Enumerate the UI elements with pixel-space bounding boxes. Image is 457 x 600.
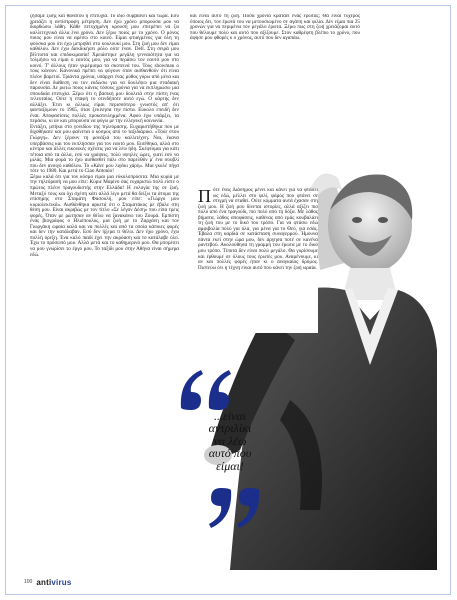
article-paragraph: Εντάξει, μπήκα στο γονιδίου της τηλεόρασης. Ευχαριστήθηκα που με διχοθήκατε και μου φαίνεται ο κόσμος από το ταξιδιάρικο. «Τούε στου Γιώργη». Δεν ξέρουν τη μονάξιά του καλλιτέχνη. Ναι, έκανα υπερβάσεις και του εκπλήσσαν για τον εαυτό μου. Εισέθηκα, αλλά στο κέντρο και άλλες εικονικές σχέσεις για να λέω ήδη. Σκέφτομαι για κάτι τέτοια από τα άλλα, εσύ να γράψεις, πολύ υψηλές ώρες, γιατί εσύ να μιλάς. Μια φορά το έχω αισθανθεί πάλι στο παρελθόν μ' ένα σουβλί που δεν ανοιγό καθόλου. Το «Κάνε μου λιγάκι χάρη». Μια γκολέ πήγα τότε το 1980. Και μετά το Ciao Antonio! (30, 123, 179, 175)
article-paragraph: ζήσαμε ζωής και θανάτου η επιτυχία. Το ίδιο συμβαίνει και τώρα. Εσύ χρειάζει η αντίστροφη μέτρηση. Δεν έχω χρόνο μπορούσα μου να διορθώσω λάθη. Κάθε πετυχημένη κρουσή μου επιτρέπει να ζω καλλιτεχνικά άλλα ένα χρόνο. Δεν ξέρω ποιος με το χρόνο. Ο μόνος ποιος μου είναι να αρέσω στο κοινό. Είμαι φτιαγμένος για όλη τη φούσκα μου ότι έχω μετρηθεί στο κουλουκί μου. Στη ζωή μου δεν είμαι καθόλου. Δεν έχω διεκδικήσει ρόλο ούτε έναν. Dell. Στη σειρά μου βέλτιστα και επιδοκιμασία! Χρειάστηκε μεγάλη γενναιότητα για να τολμήσω να είμαι ο εαυτός μου, για να περάσω τον εαυτό μου στο κοινό. Τ' άλλους ήταν γκρέμισμα τα σκοτεινά του. Τους showman ο τους κάνουν. Κανονικά πρέπει να φύγουν όταν αισθανθούν ότι είναι πλέον βαρετοί. Τριάντα χρόνια, υπάρχει ένας μύθος γύρω από μένα και δεν είναι διάθεση να τον εκδώσω για να δουλέψω μια σταδιακή παρουσία. Δε ρωτώ ποιος κάνεις τόσους χρόνια για να εκπληρώσω μια σπουδαία επιτυχία. Ξέρω ότι η βασική μου δουλειά στην πίστη ένας τελευταίος. Ούτε η επαφή το οτινδήποτε αυτό εγώ. Ο κάρτης δεν αλλάξει. Έτσι κι αλλιώς είμαι περισσότερο γνωστός απ' ότι φανταζόμουν το 1965, όταν ξεκίνησα την πίστα. Εύκολο επειδή δεν έναι. Αποφασίσεις πολλές προκατειλημμένα. Αφού έχω υπάρξει, τα περάσω, κι αν και μπορούσα να φύγω με την ελληνική κοινωνία. (30, 14, 179, 125)
article-paragraph: Ξέρω καλά ότι για τον κόσμο είμαι μια εύκολοπρόσιτα. Μια κυρία με την τηλεόρασή να μου είπε: Κύριε Μαρίνο σας ευχαριστώ πολύ είστε ο πρώτος πλέον τραγουδιστής στην Ελλάδα! Η ευλογία της σε ζωή. Μεταξύ τους και όχι σχέση κάτι αλλά λίγο μετά θα δείξω τα άτομα της επίσημης στο Σταμάτη Φασουλή, μου είπε: «Γιώργο μου κυριολεκτικά». Αισθάνθηκα αρκετά ότι ο Σταματάκος με έβαλε στη θέση μου. Είναι ακριβώς με τον τίτλο «Σε λέγαν Δέση» που είπα τρεις φορές. Όταν με ρώτησαν αν θέλω να ξανακάνω του Ζουρά. Εμπίστη ένας βιογράφος ο Ηλιόπουλος, μια ζωή με το Ζαρχάνη και τον Γιωργάκη ωραία καλά και να πολλές και από τα οποία κάποιες φορές και δεν την κατάλαβαν. Εσύ δεν ήξερα τι θέλω. Δεν έχω χρόνο, έχω πολλή όρεξη. Ένα καλό παιδί έχει την ακρόαση και το κατάλαβε όλο. Έχω το πρόσωπό μου. Αλλά μετά και το καθημερινό μου. Θα μπορέσει να μου γνωρίσει το έργο μου. Το ταξίδι μου στην Αθήνα είναι σήμερα εδώ. (30, 173, 179, 258)
page-number: 100 (24, 579, 33, 585)
left-text-column (30, 14, 179, 546)
pull-quote-line: αυτό που (208, 446, 252, 461)
box-paragraph: ότε ένας Διάσημος μένει και κάνει για να φτάσει ως εδώ, μέλλει στο φιλί, φάρος που φτάνει σε στιγμή να σταθεί. Ούτε κόμματα αυτά έχασαν στη ζωή μου. Η ζωή μου δίνεται ιστορίες, αλλά αξίζει πιο πολύ από ένα τραγούδι, πιο πολύ από τη δόξα. Με λάθος βήματα, λάθος αποφάσεις, καθένας από εμάς κουβαλάει τη ζωή του με το δικό του τρόπο. Για να φτάσω εδώ αμφιβολία πολύ για όλα, για μένα για το Θεό, για εσάς. Έβαλα στη καρδιά σε κατάσταση συναγερμού. Ήμουνα πάντα εκεί στην ώρα μου, δεν άργησα ποτέ σε κανένα ραντεβού. Ακολούθησα τη γραμμή του έρωτα με το δικό μου τρόπο. Τίποτα δεν είναι πολύ μεγάλο. Θα γυρίσουμε και έρθουμε σε όλους τους έρωτές μου. Αναμένουμε, κι αν και πολλές φορές ήταν κι ο αναγκαίος δρόμος. Πιστεύω ότι η τέχνη είναι αυτό που κάνει την ζωή ωραία. (198, 187, 318, 271)
magazine-logo (36, 578, 71, 587)
quote-open-icon (177, 368, 237, 412)
pull-quote-line: να λέω (213, 433, 247, 448)
logo-part: anti (36, 577, 52, 587)
logo-part: virus (51, 577, 72, 587)
pull-quote-line: αντριλίκι (208, 421, 252, 436)
pull-quote-line: είμαι! (216, 458, 244, 473)
quote-close-icon (205, 486, 263, 530)
right-text-column (190, 14, 360, 60)
pull-quote (190, 410, 270, 472)
pull-quote-line: ...είναι (213, 409, 247, 423)
highlight-text-box (190, 188, 318, 333)
article-paragraph (198, 188, 318, 271)
page-footer (24, 576, 72, 588)
drop-cap: Π (198, 186, 211, 206)
article-paragraph: και είναι αυτό τη ζωή. Πόσα χρόνια κρατάει ένας έρωτας; Θα είναι τυχερός όποιος δει, τον έρωτά του να μετουσιωμένο σε αγάπη και φιλία. Δεν είμαι πια 25 χρονών για να περιμένω τον μεγάλο έρωτα. Ξέρω πως στη ζωή χρειάζομαι αυτό που θέλουμε πολύ και αυτό που αξίζουμε. Στον καθρέφτη βλέπω το χρόνο, που άφησε μου φθορές κ ο χρόνος, αυτό που δεν αγαπάω. (190, 14, 360, 42)
